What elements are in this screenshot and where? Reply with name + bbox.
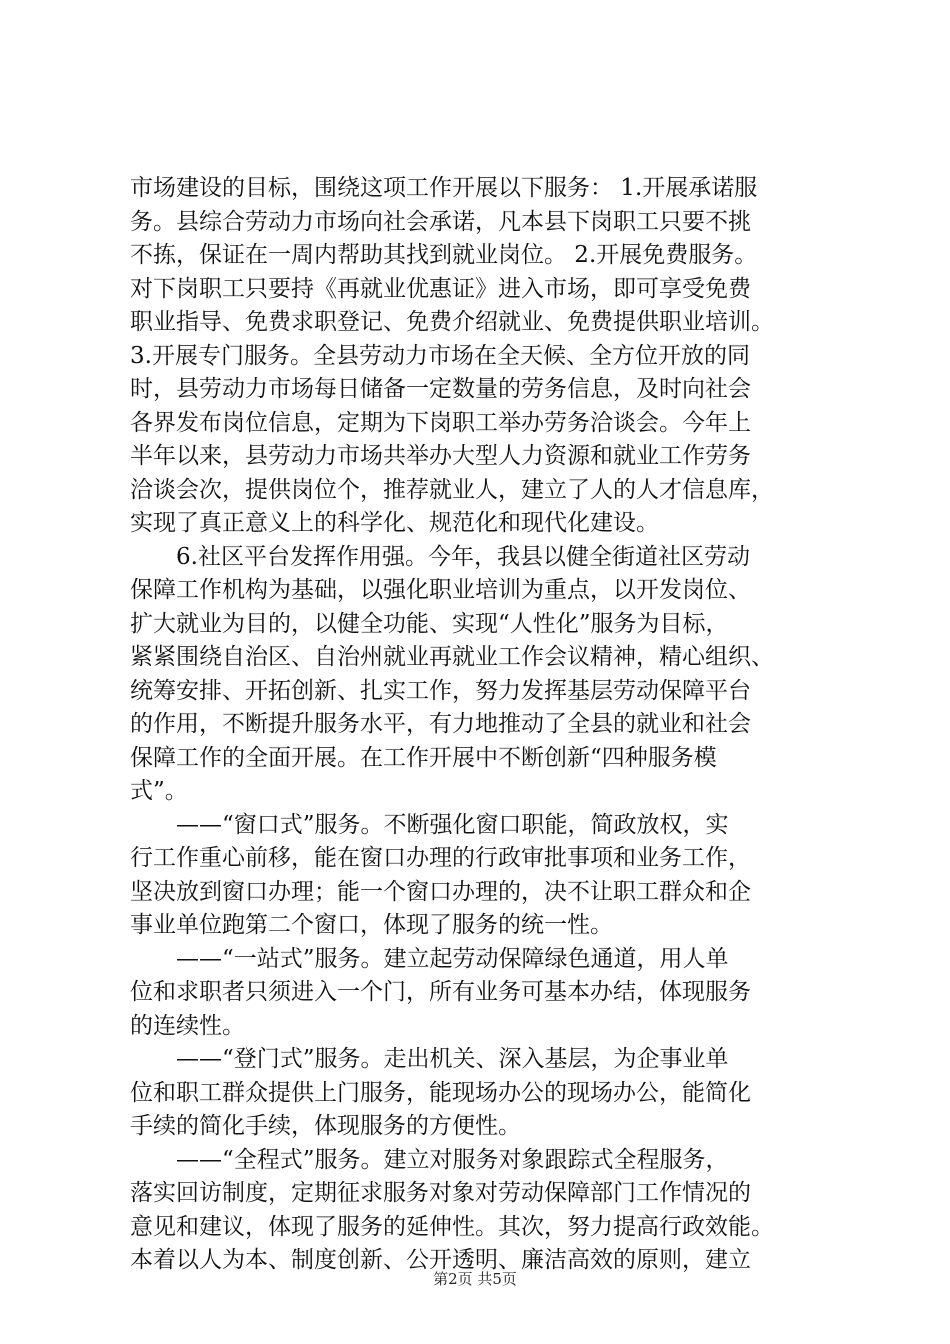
text-line: 时，县劳动力市场每日储备一定数量的劳务信息，及时向社会 bbox=[130, 376, 751, 402]
text-line: 行工作重心前移，能在窗口办理的行政审批事项和业务工作， bbox=[130, 845, 751, 871]
text-line: ——“窗口式”服务。不断强化窗口职能，简政放权，实 bbox=[130, 811, 729, 838]
document-body bbox=[130, 172, 832, 1278]
text-line: 保障工作机构为基础，以强化职业培训为重点，以开发岗位、 bbox=[130, 577, 751, 603]
text-line: 市场建设的目标，围绕这项工作开展以下服务： 1.开展承诺服 bbox=[130, 175, 758, 201]
page-footer: 第2页 共5页 bbox=[433, 1270, 517, 1288]
text-line: 职业指导、免费求职登记、免费介绍就业、免费提供职业培训。 bbox=[130, 309, 774, 335]
text-line: 紧紧围绕自治区、自治州就业再就业工作会议精神，精心组织、 bbox=[130, 644, 774, 670]
text-line: 3.开展专门服务。全县劳动力市场在全天候、全方位开放的同 bbox=[130, 342, 750, 369]
text-line: 本着以人为本、制度创新、公开透明、廉洁高效的原则，建立 bbox=[130, 1247, 751, 1273]
text-line: 保障工作的全面开展。在工作开展中不断创新“四种服务模 bbox=[130, 744, 717, 771]
text-line: 半年以来，县劳动力市场共举办大型人力资源和就业工作劳务 bbox=[130, 443, 751, 469]
text-line: 各界发布岗位信息，定期为下岗职工举办劳务洽谈会。今年上 bbox=[130, 409, 751, 436]
text-line: ——“一站式”服务。建立起劳动保障绿色通道，用人单 bbox=[130, 945, 729, 972]
text-line: ——“登门式”服务。走出机关、深入基层，为企事业单 bbox=[130, 1046, 729, 1072]
text-line: 手续的简化手续，体现服务的方便性。 bbox=[130, 1113, 521, 1139]
text-line: 事业单位跑第二个窗口，体现了服务的统一性。 bbox=[130, 912, 613, 938]
text-line: 对下岗职工只要持《再就业优惠证》进入市场，即可享受免费 bbox=[130, 275, 751, 302]
text-line: 统筹安排、开拓创新、扎实工作，努力发挥基层劳动保障平台 bbox=[130, 677, 751, 704]
text-line: 的连续性。 bbox=[130, 1012, 245, 1039]
text-line: 扩大就业为目的，以健全功能、实现“人性化”服务为目标， bbox=[130, 610, 729, 637]
text-line: 实现了真正意义上的科学化、规范化和现代化建设。 bbox=[130, 510, 659, 536]
text-line: 洽谈会次，提供岗位个，推荐就业人，建立了人的人才信息库， bbox=[130, 476, 774, 503]
text-line: 落实回访制度，定期征求服务对象对劳动保障部门工作情况的 bbox=[130, 1180, 751, 1206]
text-line: 坚决放到窗口办理；能一个窗口办理的，决不让职工群众和企 bbox=[130, 878, 751, 905]
text-line: 式”。 bbox=[130, 778, 188, 804]
text-line: 6.社区平台发挥作用强。今年，我县以健全街道社区劳动 bbox=[130, 543, 750, 570]
text-line: 的作用，不断提升服务水平，有力地推动了全县的就业和社会 bbox=[130, 711, 751, 737]
text-line: ——“全程式”服务。建立对服务对象跟踪式全程服务， bbox=[130, 1146, 729, 1173]
text-line: 不拣，保证在一周内帮助其找到就业岗位。 2.开展免费服务。 bbox=[130, 242, 758, 268]
text-line: 意见和建议，体现了服务的延伸性。其次，努力提高行政效能。 bbox=[130, 1213, 774, 1240]
text-line: 务。县综合劳动力市场向社会承诺，凡本县下岗职工只要不挑 bbox=[130, 208, 751, 235]
text-line: 位和职工群众提供上门服务，能现场办公的现场办公，能简化 bbox=[130, 1079, 751, 1106]
text-line: 位和求职者只须进入一个门，所有业务可基本办结，体现服务 bbox=[130, 979, 751, 1005]
